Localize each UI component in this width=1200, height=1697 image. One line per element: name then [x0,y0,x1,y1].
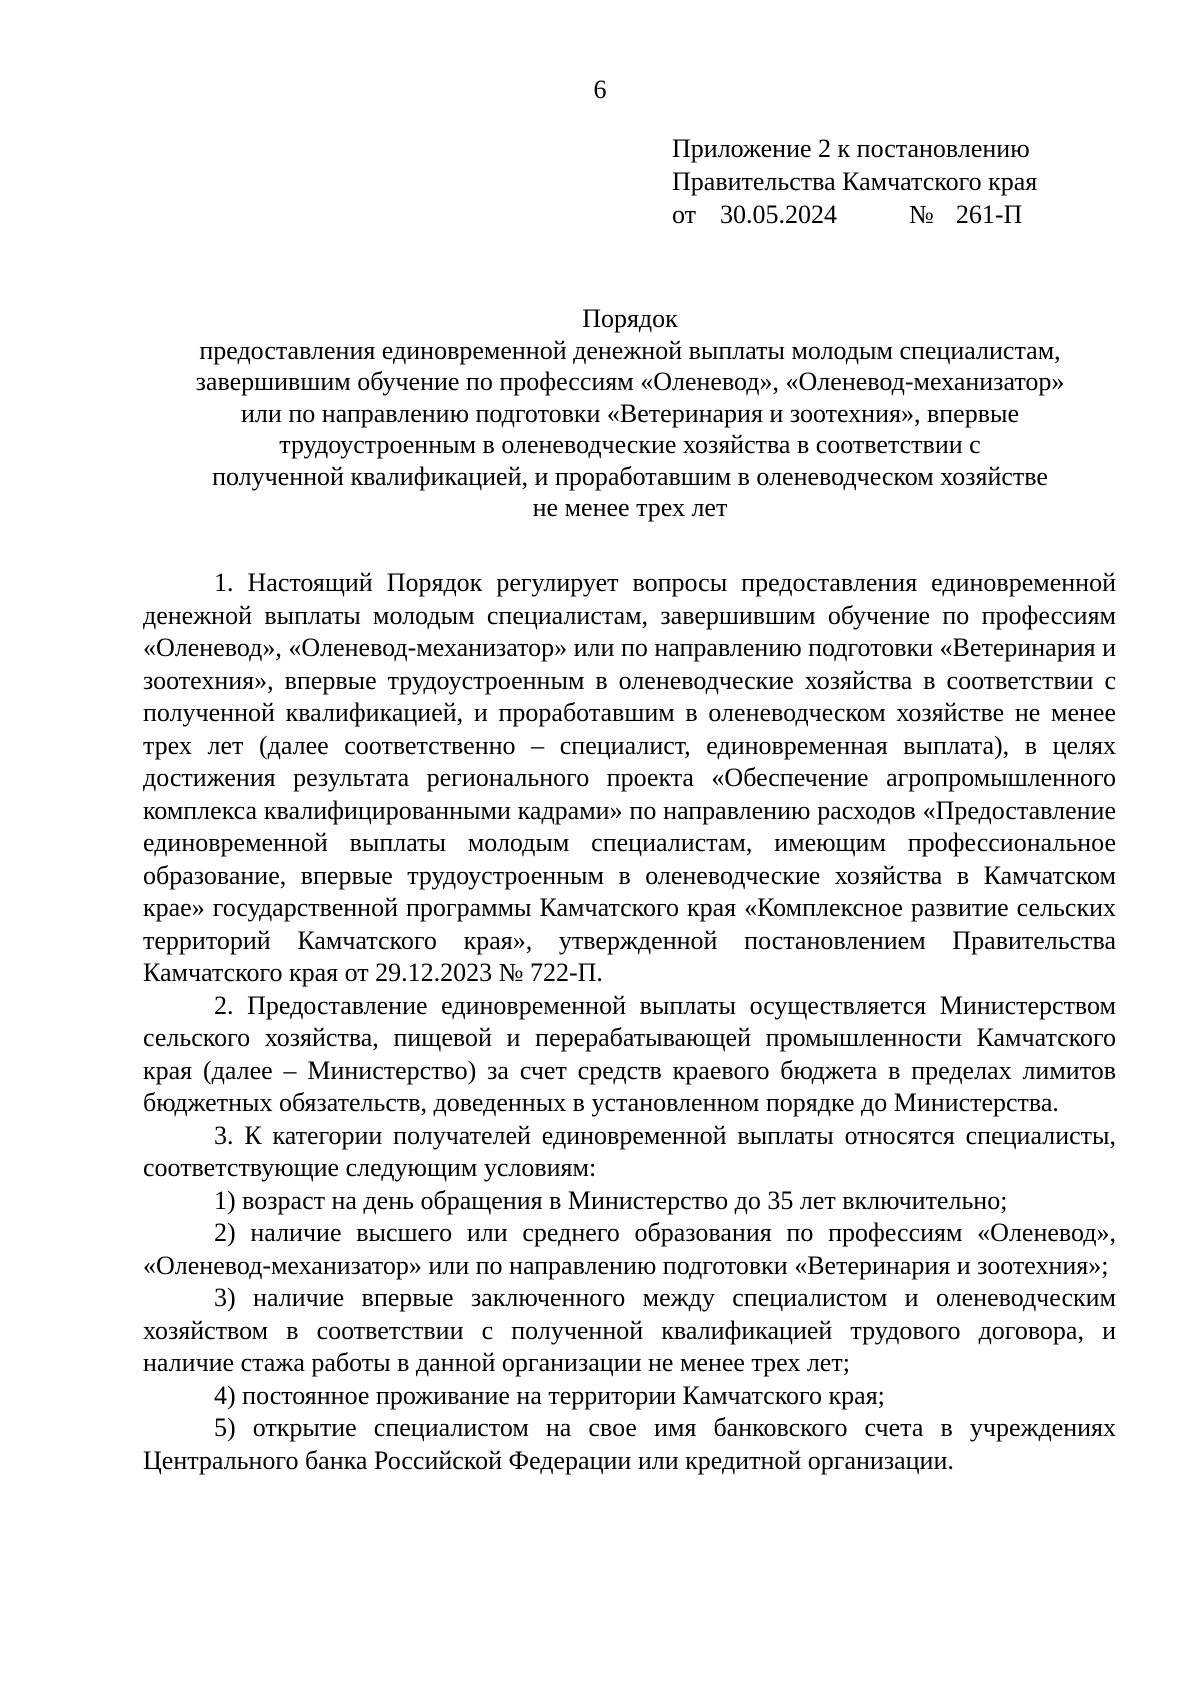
condition-4: 4) постоянное проживание на территории Камчатского края; [214,1380,885,1410]
title-line: не менее трех лет [532,493,728,522]
from-label: от [672,200,697,229]
resolution-date: 30.05.2024 [720,200,838,229]
number-sign: № [909,200,934,229]
condition-2: 2) наличие высшего или среднего образования по профессиям «Оленевод», «Оленевод-механизатор» или по направлению подготовки «Ветеринария и зоотехния»; [143,1218,1116,1280]
page-number: 6 [593,75,607,104]
paragraph-3: 3. К категории получателей единовременной выплаты относятся специалисты, соответствующие следующим условиям: [143,1120,1116,1182]
title-line: полученной квалификацией, и проработавшим в оленеводческом хозяйстве [212,461,1048,491]
paragraph-1: 1. Настоящий Порядок регулирует вопросы предоставления единовременной денежной выплаты молодым специалистам, завершившим обучение по профессиям «Оленевод», «Оленевод-механизатор» или по направлению подготовки «Ветеринария и зоотехния», впервые трудоустроенным в оленеводческие хозяйства в соответствии с полученной квалификацией, и проработавшим в оленеводческом хозяйстве не менее трех лет (далее соответственно – специалист, единовременная выплата), в целях достижения результата регионального проекта «Обеспечение агропромышленного комплекса квалифицированными кадрами» по направлению расходов «Предоставление единовременной выплаты молодым специалистам, имеющим профессиональное образование, впервые трудоустроенным в оленеводческие хозяйства в Камчатском крае» государственной программы Камчатского края «Комплексное развитие сельских территорий Камчатского края», утвержденной постановлением Правительства Камчатского края от 29.12.2023 № 722-П. [143,568,1116,987]
condition-3: 3) наличие впервые заключенного между специалистом и оленеводческим хозяйством в соответствии с полученной квалификацией трудового договора, и наличие стажа работы в данной организации не менее трех лет; [143,1283,1116,1377]
document-title [0,303,1200,524]
appendix-line-2: Правительства Камчатского края [672,167,1038,196]
title-heading: Порядок [582,304,678,333]
resolution-number: 261-П [955,200,1023,229]
title-line: или по направлению подготовки «Ветеринария и зоотехния», впервые [241,398,1019,428]
appendix-header [672,132,1037,231]
title-line: трудоустроенным в оленеводческие хозяйства в соответствии с [279,430,981,459]
paragraph-2: 2. Предоставление единовременной выплаты осуществляется Министерством сельского хозяйства, пищевой и перерабатывающей промышленности Камчатского края (далее – Министерство) за счет средств краевого бюджета в пределах лимитов бюджетных обязательств, доведенных в установленном порядке до Министерства. [143,990,1116,1117]
appendix-date-line [672,198,1037,231]
appendix-line-1: Приложение 2 к постановлению [672,134,1030,163]
title-line: предоставления единовременной денежной выплаты молодым специалистам, [199,335,1061,365]
title-line: завершившим обучение по профессиям «Оленевод», «Оленевод-механизатор» [195,367,1065,396]
document-body [143,567,1116,1477]
condition-5: 5) открытие специалистом на свое имя банковского счета в учреждениях Центрального банка Российской Федерации или кредитной организации. [143,1413,1116,1475]
condition-1: 1) возраст на день обращения в Министерство до 35 лет включительно; [214,1185,1008,1215]
